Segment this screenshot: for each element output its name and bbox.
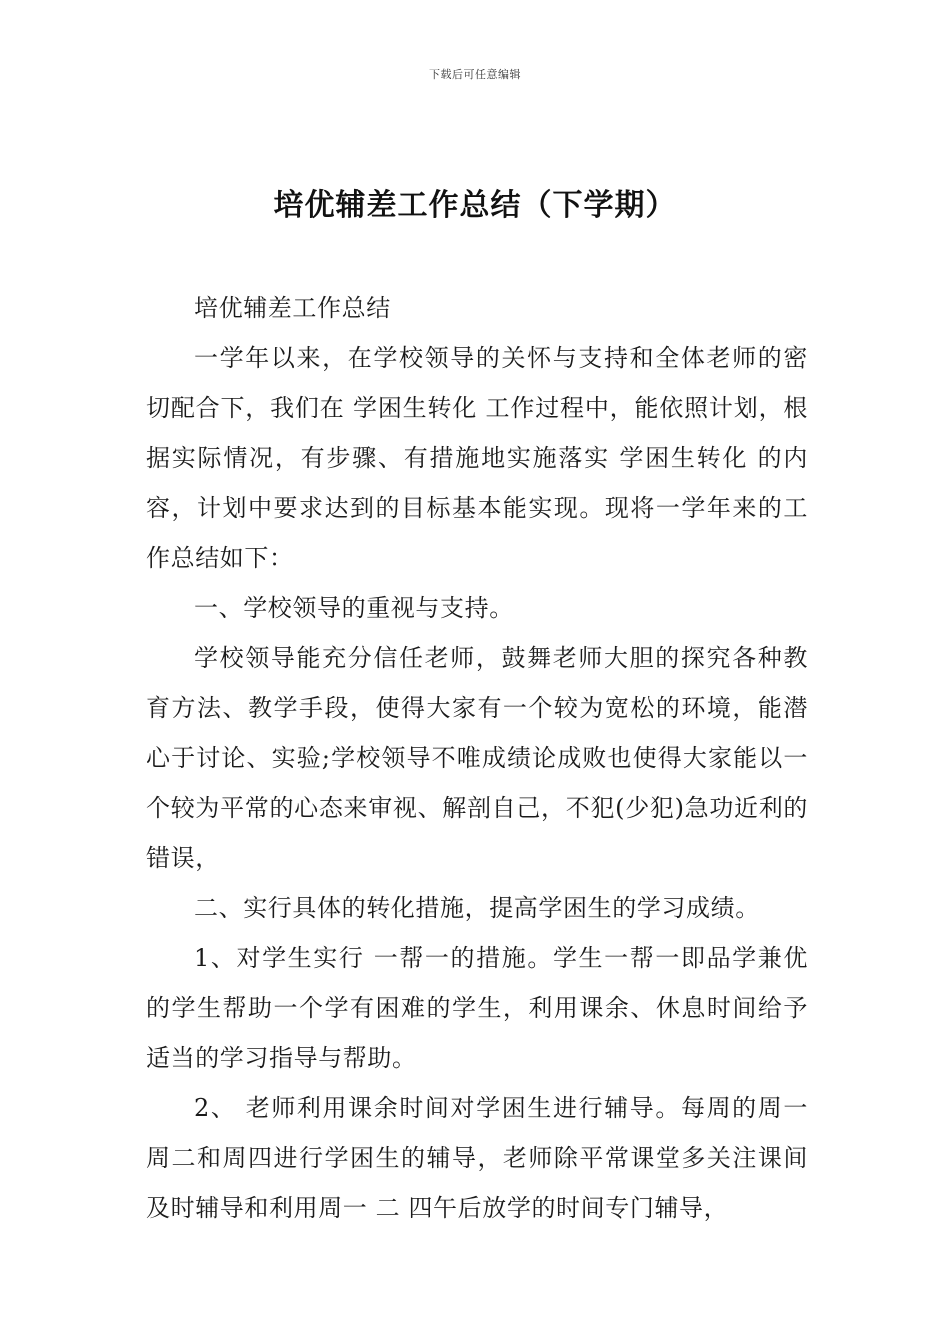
- header-note: 下载后可任意编辑: [429, 68, 521, 81]
- paragraph-item-2: 2、 老师利用课余时间对学困生进行辅导。每周的周一周二和周四进行学困生的辅导，老师除平常课堂多关注课间及时辅导和利用周一 二 四午后放学的时间专门辅导，: [146, 1094, 808, 1222]
- document-body: [146, 283, 808, 1233]
- paragraph-section-2-heading: 二、实行具体的转化措施，提高学困生的学习成绩。: [194, 894, 760, 922]
- document-title: 培优辅差工作总结（下学期）: [273, 188, 677, 223]
- paragraph-section-1-heading: 一、学校领导的重视与支持。: [194, 594, 514, 622]
- paragraph-section-1-body: 学校领导能充分信任老师，鼓舞老师大胆的探究各种教育方法、教学手段，使得大家有一个较为宽松的环境，能潜心于讨论、实验;学校领导不唯成绩论成败也使得大家能以一个较为平常的心态来审视、解剖自己，不犯(少犯)急功近利的错误，: [146, 644, 808, 872]
- paragraph-item-1: 1、对学生实行 一帮一的措施。学生一帮一即品学兼优的学生帮助一个学有困难的学生，利用课余、休息时间给予适当的学习指导与帮助。: [146, 944, 808, 1072]
- paragraph-subtitle: 培优辅差工作总结: [194, 294, 391, 322]
- paragraph-intro: 一学年以来，在学校领导的关怀与支持和全体老师的密切配合下，我们在 学困生转化 工作过程中，能依照计划，根据实际情况，有步骤、有措施地实施落实 学困生转化 的内容，计划中要求达到的目标基本能实现。现将一学年来的工作总结如下：: [146, 344, 808, 572]
